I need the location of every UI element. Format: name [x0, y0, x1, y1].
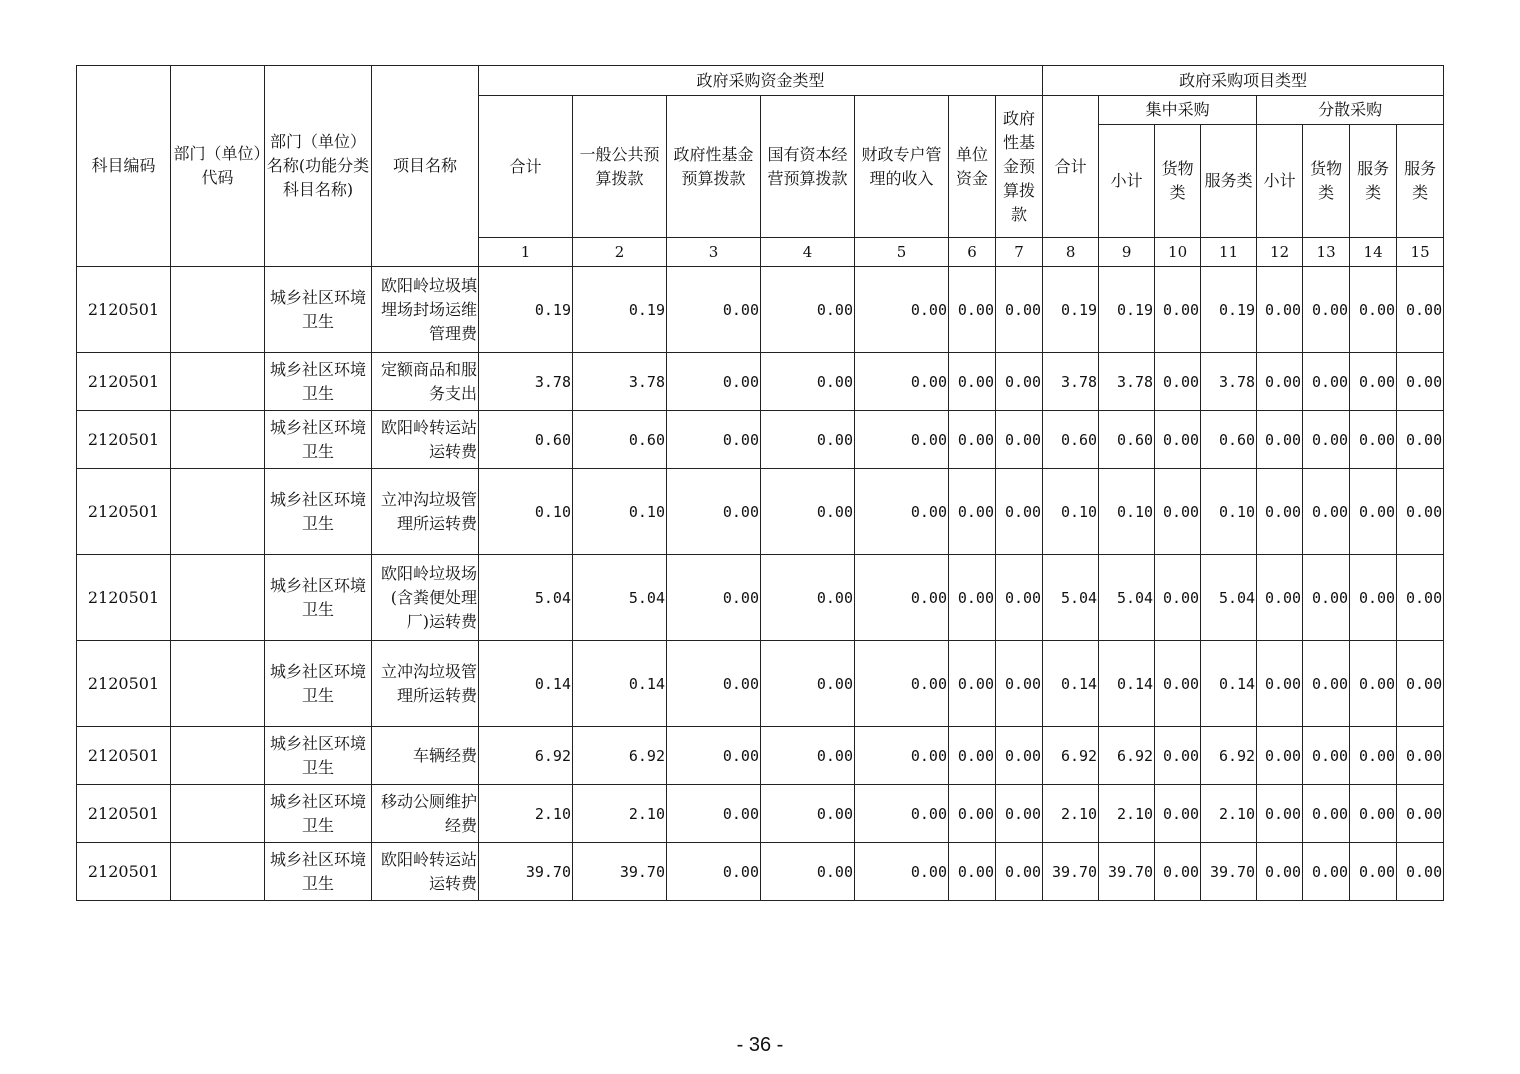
cell-project-name: 欧阳岭转运站运转费: [372, 411, 479, 469]
cell-value: 0.00: [949, 411, 996, 469]
cell-value: 0.00: [996, 267, 1043, 353]
table-row: [77, 641, 1444, 727]
cell-value: 0.00: [996, 785, 1043, 843]
cell-value: 0.00: [855, 785, 949, 843]
table-row: [77, 267, 1444, 353]
cell-value: 0.00: [1155, 411, 1201, 469]
header-row-1: [77, 66, 1444, 96]
cell-value: 0.00: [1303, 267, 1350, 353]
cell-value: 0.00: [761, 411, 855, 469]
cell-value: 0.00: [1303, 469, 1350, 555]
cell-value: 0.10: [1043, 469, 1099, 555]
cell-value: 0.00: [855, 267, 949, 353]
cell-value: 0.00: [949, 843, 996, 901]
cell-value: 0.00: [1397, 469, 1444, 555]
cell-project-name: 定额商品和服务支出: [372, 353, 479, 411]
cell-value: 0.00: [1155, 727, 1201, 785]
cell-value: 0.00: [949, 267, 996, 353]
header-services: 服务类: [1201, 125, 1257, 238]
cell-value: 0.00: [667, 727, 761, 785]
cell-project-name: 立冲沟垃圾管理所运转费: [372, 641, 479, 727]
header-subject-code: 科目编码: [77, 66, 171, 267]
cell-value: 0.00: [1303, 727, 1350, 785]
cell-dept-code: [171, 411, 265, 469]
cell-value: 0.00: [1257, 469, 1303, 555]
cell-value: 0.14: [1099, 641, 1155, 727]
cell-value: 0.00: [1350, 555, 1397, 641]
col-number: 12: [1257, 238, 1303, 267]
header-services-2: 服务类: [1350, 125, 1397, 238]
cell-value: 0.00: [1155, 843, 1201, 901]
cell-value: 2.10: [1043, 785, 1099, 843]
cell-value: 0.00: [996, 353, 1043, 411]
cell-dept-code: [171, 843, 265, 901]
cell-dept-code: [171, 555, 265, 641]
cell-value: 3.78: [1201, 353, 1257, 411]
cell-value: 0.00: [855, 641, 949, 727]
cell-value: 0.10: [1201, 469, 1257, 555]
table-row: [77, 353, 1444, 411]
cell-value: 0.00: [761, 785, 855, 843]
cell-dept-name: 城乡社区环境卫生: [265, 411, 372, 469]
cell-dept-code: [171, 469, 265, 555]
cell-value: 0.00: [1397, 785, 1444, 843]
cell-value: 0.00: [667, 353, 761, 411]
col-number: 13: [1303, 238, 1350, 267]
cell-value: 0.00: [667, 785, 761, 843]
cell-value: 0.00: [1303, 843, 1350, 901]
cell-value: 0.00: [667, 555, 761, 641]
cell-subject-code: 2120501: [77, 267, 171, 353]
header-services-3: 服务类: [1397, 125, 1444, 238]
cell-value: 0.10: [479, 469, 573, 555]
cell-value: 0.00: [667, 469, 761, 555]
cell-value: 0.00: [1303, 411, 1350, 469]
cell-value: 0.00: [667, 641, 761, 727]
cell-dept-name: 城乡社区环境卫生: [265, 843, 372, 901]
cell-value: 39.70: [1099, 843, 1155, 901]
col-number: 3: [667, 238, 761, 267]
col-number: 9: [1099, 238, 1155, 267]
header-dept-name: 部门（单位）名称(功能分类科目名称): [265, 66, 372, 267]
table-row: [77, 555, 1444, 641]
col-number: 2: [573, 238, 667, 267]
header-project-type-group: 政府采购项目类型: [1043, 66, 1444, 96]
header-total-2: 合计: [1043, 96, 1099, 238]
cell-dept-code: [171, 641, 265, 727]
cell-value: 0.19: [1043, 267, 1099, 353]
cell-value: 0.00: [1155, 641, 1201, 727]
cell-value: 0.10: [573, 469, 667, 555]
cell-value: 0.00: [761, 727, 855, 785]
cell-subject-code: 2120501: [77, 555, 171, 641]
cell-value: 0.60: [573, 411, 667, 469]
col-number: 6: [949, 238, 996, 267]
cell-value: 2.10: [573, 785, 667, 843]
cell-value: 2.10: [1099, 785, 1155, 843]
cell-value: 0.00: [855, 411, 949, 469]
cell-value: 0.19: [1099, 267, 1155, 353]
cell-dept-name: 城乡社区环境卫生: [265, 641, 372, 727]
table-row: [77, 785, 1444, 843]
header-subtotal: 小计: [1099, 125, 1155, 238]
cell-value: 0.00: [949, 641, 996, 727]
cell-value: 0.00: [1257, 785, 1303, 843]
cell-value: 0.00: [761, 641, 855, 727]
cell-value: 0.14: [1043, 641, 1099, 727]
cell-value: 0.00: [855, 727, 949, 785]
cell-value: 0.00: [1397, 843, 1444, 901]
cell-dept-name: 城乡社区环境卫生: [265, 727, 372, 785]
cell-value: 0.00: [1350, 843, 1397, 901]
header-fiscal-special: 财政专户管理的收入: [855, 96, 949, 238]
cell-dept-name: 城乡社区环境卫生: [265, 785, 372, 843]
table-row: [77, 727, 1444, 785]
table-row: [77, 411, 1444, 469]
cell-value: 0.00: [949, 785, 996, 843]
cell-dept-code: [171, 353, 265, 411]
cell-project-name: 移动公厕维护经费: [372, 785, 479, 843]
cell-value: 0.00: [1257, 843, 1303, 901]
cell-value: 0.00: [1397, 353, 1444, 411]
cell-value: 0.00: [1155, 267, 1201, 353]
cell-value: 0.00: [1350, 411, 1397, 469]
cell-dept-name: 城乡社区环境卫生: [265, 353, 372, 411]
cell-value: 0.00: [949, 353, 996, 411]
cell-value: 39.70: [479, 843, 573, 901]
cell-value: 0.00: [1397, 641, 1444, 727]
cell-value: 0.00: [1303, 353, 1350, 411]
col-number: 14: [1350, 238, 1397, 267]
header-fund-type-group: 政府采购资金类型: [479, 66, 1043, 96]
cell-dept-name: 城乡社区环境卫生: [265, 469, 372, 555]
cell-value: 0.00: [667, 267, 761, 353]
cell-value: 0.00: [761, 353, 855, 411]
cell-value: 0.00: [1257, 353, 1303, 411]
cell-value: 0.00: [1155, 353, 1201, 411]
header-gov-fund-budget: 政府性基金预算拨款: [667, 96, 761, 238]
cell-dept-code: [171, 267, 265, 353]
col-number: 10: [1155, 238, 1201, 267]
cell-value: 0.00: [996, 411, 1043, 469]
cell-value: 0.14: [573, 641, 667, 727]
cell-value: 0.00: [761, 267, 855, 353]
procurement-table: [76, 65, 1444, 901]
cell-value: 3.78: [1099, 353, 1155, 411]
cell-value: 6.92: [573, 727, 667, 785]
cell-value: 0.00: [1257, 555, 1303, 641]
header-unit-funds: 单位资金: [949, 96, 996, 238]
cell-value: 0.00: [1350, 785, 1397, 843]
col-number: 11: [1201, 238, 1257, 267]
col-number: 8: [1043, 238, 1099, 267]
cell-value: 0.14: [479, 641, 573, 727]
cell-dept-code: [171, 727, 265, 785]
cell-value: 0.00: [667, 411, 761, 469]
cell-value: 5.04: [479, 555, 573, 641]
cell-value: 2.10: [1201, 785, 1257, 843]
cell-dept-name: 城乡社区环境卫生: [265, 267, 372, 353]
cell-dept-name: 城乡社区环境卫生: [265, 555, 372, 641]
header-state-capital: 国有资本经营预算拨款: [761, 96, 855, 238]
cell-value: 0.00: [1257, 411, 1303, 469]
cell-value: 0.19: [1201, 267, 1257, 353]
cell-value: 0.00: [1155, 469, 1201, 555]
cell-value: 0.00: [1350, 469, 1397, 555]
cell-subject-code: 2120501: [77, 785, 171, 843]
cell-dept-code: [171, 785, 265, 843]
header-project-name: 项目名称: [372, 66, 479, 267]
cell-subject-code: 2120501: [77, 843, 171, 901]
header-goods-2: 货物类: [1303, 125, 1350, 238]
cell-value: 0.00: [996, 843, 1043, 901]
cell-value: 6.92: [1099, 727, 1155, 785]
cell-value: 6.92: [1043, 727, 1099, 785]
cell-value: 0.00: [1257, 727, 1303, 785]
cell-value: 0.00: [949, 727, 996, 785]
cell-value: 0.00: [855, 469, 949, 555]
cell-value: 2.10: [479, 785, 573, 843]
col-number: 1: [479, 238, 573, 267]
cell-value: 0.00: [1257, 641, 1303, 727]
cell-value: 0.00: [1350, 353, 1397, 411]
cell-project-name: 立冲沟垃圾管理所运转费: [372, 469, 479, 555]
table-row: [77, 843, 1444, 901]
cell-value: 0.00: [1397, 727, 1444, 785]
cell-value: 0.00: [1155, 785, 1201, 843]
col-number: 7: [996, 238, 1043, 267]
cell-value: 0.10: [1099, 469, 1155, 555]
cell-value: 5.04: [1201, 555, 1257, 641]
cell-subject-code: 2120501: [77, 353, 171, 411]
cell-value: 3.78: [573, 353, 667, 411]
cell-value: 0.00: [1303, 641, 1350, 727]
cell-value: 0.00: [667, 843, 761, 901]
cell-value: 0.14: [1201, 641, 1257, 727]
cell-value: 3.78: [1043, 353, 1099, 411]
cell-value: 0.00: [855, 555, 949, 641]
cell-project-name: 车辆经费: [372, 727, 479, 785]
cell-subject-code: 2120501: [77, 469, 171, 555]
cell-value: 5.04: [1099, 555, 1155, 641]
cell-value: 0.00: [1397, 555, 1444, 641]
cell-value: 0.00: [1350, 641, 1397, 727]
cell-value: 6.92: [1201, 727, 1257, 785]
header-dept-code: 部门（单位）代码: [171, 66, 265, 267]
header-centralized: 集中采购: [1099, 96, 1257, 125]
cell-value: 0.00: [761, 843, 855, 901]
cell-value: 0.00: [761, 469, 855, 555]
header-decentralized: 分散采购: [1257, 96, 1444, 125]
cell-value: 0.60: [1201, 411, 1257, 469]
cell-value: 39.70: [1201, 843, 1257, 901]
cell-value: 0.00: [949, 469, 996, 555]
cell-value: 0.00: [996, 555, 1043, 641]
cell-value: 0.00: [996, 641, 1043, 727]
cell-subject-code: 2120501: [77, 727, 171, 785]
header-total: 合计: [479, 96, 573, 238]
cell-value: 0.00: [1350, 267, 1397, 353]
table-row: [77, 469, 1444, 555]
cell-value: 0.00: [949, 555, 996, 641]
cell-value: 0.00: [855, 843, 949, 901]
cell-value: 5.04: [1043, 555, 1099, 641]
cell-value: 39.70: [1043, 843, 1099, 901]
col-number: 4: [761, 238, 855, 267]
cell-project-name: 欧阳岭转运站运转费: [372, 843, 479, 901]
cell-value: 0.00: [1303, 555, 1350, 641]
cell-value: 0.00: [1155, 555, 1201, 641]
cell-value: 0.19: [573, 267, 667, 353]
cell-value: 0.00: [761, 555, 855, 641]
cell-value: 0.00: [1350, 727, 1397, 785]
cell-value: 39.70: [573, 843, 667, 901]
cell-subject-code: 2120501: [77, 411, 171, 469]
cell-project-name: 欧阳岭垃圾填埋场封场运维管理费: [372, 267, 479, 353]
cell-value: 0.60: [479, 411, 573, 469]
cell-value: 0.00: [1397, 267, 1444, 353]
cell-project-name: 欧阳岭垃圾场(含粪便处理厂)运转费: [372, 555, 479, 641]
page-number: - 36 -: [736, 1034, 784, 1056]
cell-value: 5.04: [573, 555, 667, 641]
cell-value: 0.60: [1099, 411, 1155, 469]
cell-value: 0.00: [1257, 267, 1303, 353]
header-general-budget: 一般公共预算拨款: [573, 96, 667, 238]
cell-value: 0.00: [855, 353, 949, 411]
header-subtotal-2: 小计: [1257, 125, 1303, 238]
cell-value: 0.00: [996, 727, 1043, 785]
cell-value: 0.60: [1043, 411, 1099, 469]
col-number: 15: [1397, 238, 1444, 267]
header-goods: 货物类: [1155, 125, 1201, 238]
cell-value: 3.78: [479, 353, 573, 411]
header-gov-fund-transfer: 政府性基金预算拨款: [996, 96, 1043, 238]
cell-value: 0.00: [1303, 785, 1350, 843]
cell-subject-code: 2120501: [77, 641, 171, 727]
cell-value: 0.00: [1397, 411, 1444, 469]
cell-value: 0.00: [996, 469, 1043, 555]
cell-value: 0.19: [479, 267, 573, 353]
col-number: 5: [855, 238, 949, 267]
cell-value: 6.92: [479, 727, 573, 785]
table-body: [77, 267, 1444, 901]
